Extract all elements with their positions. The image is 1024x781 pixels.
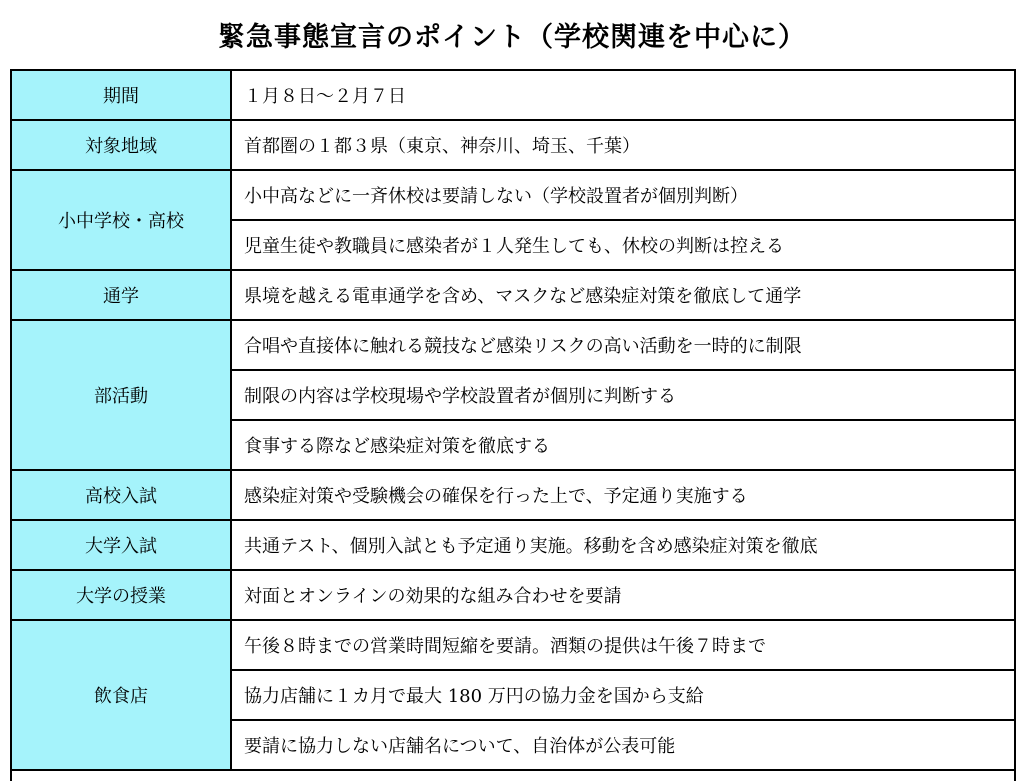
row-value: 小中高などに一斉休校は要請しない（学校設置者が個別判断） <box>232 171 1014 221</box>
row-label: 期間 <box>12 71 232 121</box>
page-title: 緊急事態宣言のポイント（学校関連を中心に） <box>218 22 806 53</box>
row-label: 飲食店 <box>12 621 232 771</box>
row-value: 制限の内容は学校現場や学校設置者が個別に判断する <box>232 371 1014 421</box>
row-label: 大学の授業 <box>12 571 232 621</box>
row-value: 感染症対策や受験機会の確保を行った上で、予定通り実施する <box>232 471 1014 521</box>
row-value: 合唱や直接体に触れる競技など感染リスクの高い活動を一時的に制限 <box>232 321 1014 371</box>
row-label: 高校入試 <box>12 471 232 521</box>
row-value: 食事する際など感染症対策を徹底する <box>232 421 1014 471</box>
row-value: 要請に協力しない店舗名について、自治体が公表可能 <box>232 721 1014 771</box>
row-value: 対面とオンラインの効果的な組み合わせを要請 <box>232 571 1014 621</box>
row-value: 児童生徒や教職員に感染者が１人発生しても、休校の判断は控える <box>232 221 1014 271</box>
row-value: 県境を越える電車通学を含め、マスクなど感染症対策を徹底して通学 <box>232 271 1014 321</box>
row-value: １月８日～２月７日 <box>232 71 1014 121</box>
row-value: 首都圏の１都３県（東京、神奈川、埼玉、千葉） <box>232 121 1014 171</box>
row-value: 共通テスト、個別入試とも予定通り実施。移動を含め感染症対策を徹底 <box>232 521 1014 571</box>
row-label: 大学入試 <box>12 521 232 571</box>
row-label: 小中学校・高校 <box>12 171 232 271</box>
row-label: 対象地域 <box>12 121 232 171</box>
row-value: 協力店舗に１カ月で最大 180 万円の協力金を国から支給 <box>232 671 1014 721</box>
points-table <box>10 69 1016 781</box>
row-value: 午後８時までの営業時間短縮を要請。酒類の提供は午後７時まで <box>232 621 1014 671</box>
row-label: 通学 <box>12 271 232 321</box>
row-label: 部活動 <box>12 321 232 471</box>
